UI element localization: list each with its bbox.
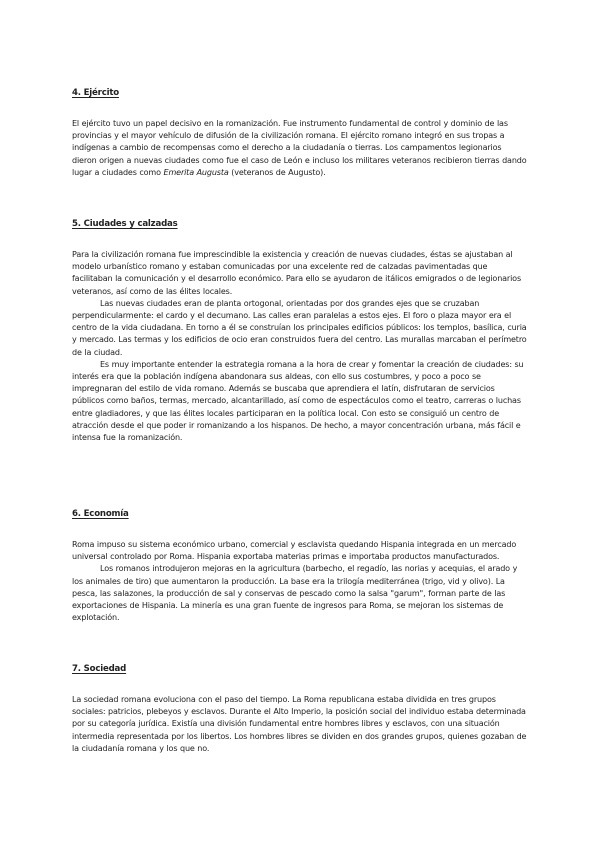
paragraph: Los romanos introdujeron mejoras en la agricultura (barbecho, el regadío, las norias y acequias, el arado y los animales de tiro) que aumentaron la producción. La base era la trilogía mediterránea (trigo, vid y olivo). La pesca, las salazones, la producción de sal y conservas de pescado como la salsa "garum", forman parte de las exportaciones de Hispania. La minería es una gran fuente de ingresos para Roma, se mejoran los sistemas de explotación. [72,564,518,623]
paragraph: Roma impuso su sistema económico urbano, comercial y esclavista quedando Hispania integrada en un mercado universal controlado por Roma. Hispania exportaba materias primas e importaba productos manufacturados. [72,540,517,562]
paragraph: Las nuevas ciudades eran de planta ortogonal, orientadas por dos grandes ejes que se cruzaban perpendicularmente: el cardo y el decumano. Las calles eran paralelas a estos ejes. El foro o plaza mayor era el centro de la vida ciudadana. En torno a él se construían los principales edificios públicos: los templos, basílica, curia y mercado. Las termas y los edificios de ocio eran construidos fuera del centro. Las murallas marcaban el perímetro de la ciudad. [72,298,527,357]
paragraph: Para la civilización romana fue imprescindible la existencia y creación de nuevas ciudades, éstas se ajustaban al modelo urbanístico romano y estaban comunicadas por una excelente red de calzadas pavimentadas que facilitaban la comunicación y el desarrollo económico. Para ello se ayudaron de itálicos emigrados o de legionarios veteranos, así como de las élites locales. [72,250,521,296]
section-heading: 7. Sociedad [72,664,127,674]
emphasis-text: Emerita Augusta [163,167,229,177]
section-heading: 6. Economía [72,509,129,519]
section-ciudades [72,219,528,444]
section-heading: 5. Ciudades y calzadas [72,219,178,229]
paragraph-text-end: (veteranos de Augusto). [228,167,326,177]
paragraph-text: El ejército tuvo un papel decisivo en la romanización. Fue instrumento fundamental de control y dominio de las provincias y el mayor vehículo de difusión de la civilización romana. El ejército romano integró en sus tropas a indígenas a cambio de recompensas como el derecho a la ciudadanía o tierras. Los campamentos legionarios dieron origen a nuevas ciudades como fue el caso de León e incluso los militares veteranos recibieron tierras dando lugar a ciudades como [72,119,527,177]
section-ejercito [72,88,528,179]
section-economia [72,509,528,624]
paragraph: Es muy importante entender la estrategia romana a la hora de crear y fomentar la creación de ciudades: su interés era que la población indígena abandonara sus aldeas, con ello sus costumbres, y poco a poco se impregnaran del estilo de vida romano. Además se buscaba que aprendiera el latín, disfrutaran de servicios públicos como baños, termas, mercado, alcantarillado, así como de espectáculos como el teatro, carreras o luchas entre gladiadores, y que las élites locales participaran en la política local. Con esto se consiguió un centro de atracción desde el que poder ir romanizando a los hispanos. De hecho, a mayor concentración urbana, más fácil e intensa fue la romanización. [72,359,524,443]
paragraph: La sociedad romana evoluciona con el paso del tiempo. La Roma republicana estaba dividida en tres grupos sociales: patricios, plebeyos y esclavos. Durante el Alto Imperio, la posición social del individuo estaba determinada por su categoría jurídica. Existía una división fundamental entre hombres libres y esclavos, con una situación intermedia representada por los libertos. Los hombres libres se dividen en dos grandes grupos, quienes gozaban de la ciudadanía romana y los que no. [72,695,527,753]
paragraph [72,118,528,179]
section-heading: 4. Ejército [72,88,119,98]
section-sociedad [72,664,528,755]
